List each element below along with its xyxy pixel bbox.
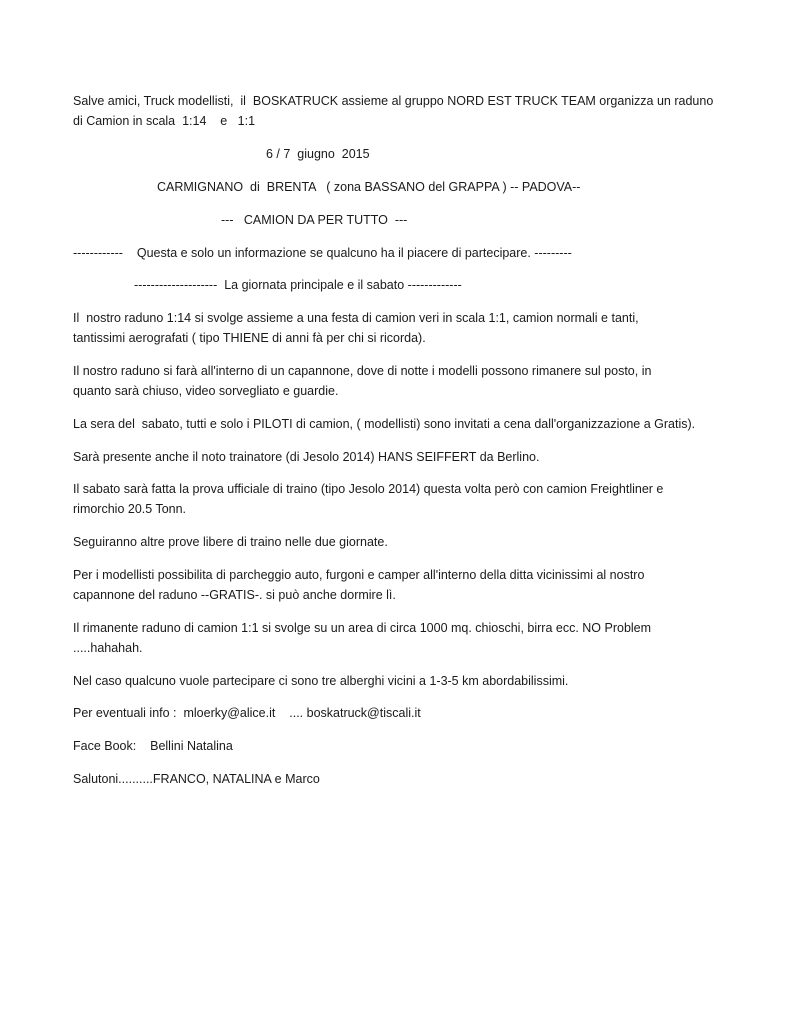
closing-signoff: Salutoni..........FRANCO, NATALINA e Marco [73,772,320,786]
contact-info: Per eventuali info : mloerky@alice.it .... boskatruck@tiscali.it [73,706,421,720]
event-motto: --- CAMION DA PER TUTTO --- [221,213,408,227]
intro-line-1: Salve amici, Truck modellisti, il BOSKATRUCK assieme al gruppo NORD EST TRUCK TEAM organizza un raduno [73,94,714,108]
paragraph-1-line-2: tantissimi aerografati ( tipo THIENE di anni fà per chi si ricorda). [73,331,426,345]
paragraph-5-line-2: rimorchio 20.5 Tonn. [73,502,187,516]
paragraph-9-line-1: Nel caso qualcuno vuole partecipare ci sono tre alberghi vicini a 1-3-5 km abordabilissimi. [73,674,569,688]
paragraph-8-line-1: Il rimanente raduno di camion 1:1 si svolge su un area di circa 1000 mq. chioschi, birra ecc. NO Problem [73,621,652,635]
paragraph-2-line-1: Il nostro raduno si farà all'interno di un capannone, dove di notte i modelli possono rimanere sul posto, in [73,364,652,378]
info-notice: ------------ Questa e solo un informazione se qualcuno ha il piacere di partecipare. --------- [73,246,572,260]
paragraph-7-line-1: Per i modellisti possibilita di parcheggio auto, furgoni e camper all'interno della ditta vicinissimi al nostro [73,568,645,582]
paragraph-3-line-1: La sera del sabato, tutti e solo i PILOTI di camion, ( modellisti) sono invitati a cena dall'organizzazione a Gratis). [73,417,696,431]
paragraph-7-line-2: capannone del raduno --GRATIS-. si può anche dormire lì. [73,588,396,602]
paragraph-8-line-2: .....hahahah. [73,641,143,655]
paragraph-6-line-1: Seguiranno altre prove libere di traino nelle due giornate. [73,535,388,549]
paragraph-1-line-1: Il nostro raduno 1:14 si svolge assieme a una festa di camion veri in scala 1:1, camion normali e tanti, [73,311,639,325]
paragraph-5-line-1: Il sabato sarà fatta la prova ufficiale di traino (tipo Jesolo 2014) questa volta però con camion Freightliner e [73,482,664,496]
paragraph-4-line-1: Sarà presente anche il noto trainatore (di Jesolo 2014) HANS SEIFFERT da Berlino. [73,450,540,464]
event-date: 6 / 7 giugno 2015 [266,147,370,161]
event-location: CARMIGNANO di BRENTA ( zona BASSANO del GRAPPA ) -- PADOVA-- [157,180,581,194]
intro-line-2: di Camion in scala 1:14 e 1:1 [73,114,256,128]
facebook-info: Face Book: Bellini Natalina [73,739,233,753]
paragraph-2-line-2: quanto sarà chiuso, video sorvegliato e guardie. [73,384,339,398]
main-day-note: -------------------- La giornata principale e il sabato ------------- [134,278,462,292]
